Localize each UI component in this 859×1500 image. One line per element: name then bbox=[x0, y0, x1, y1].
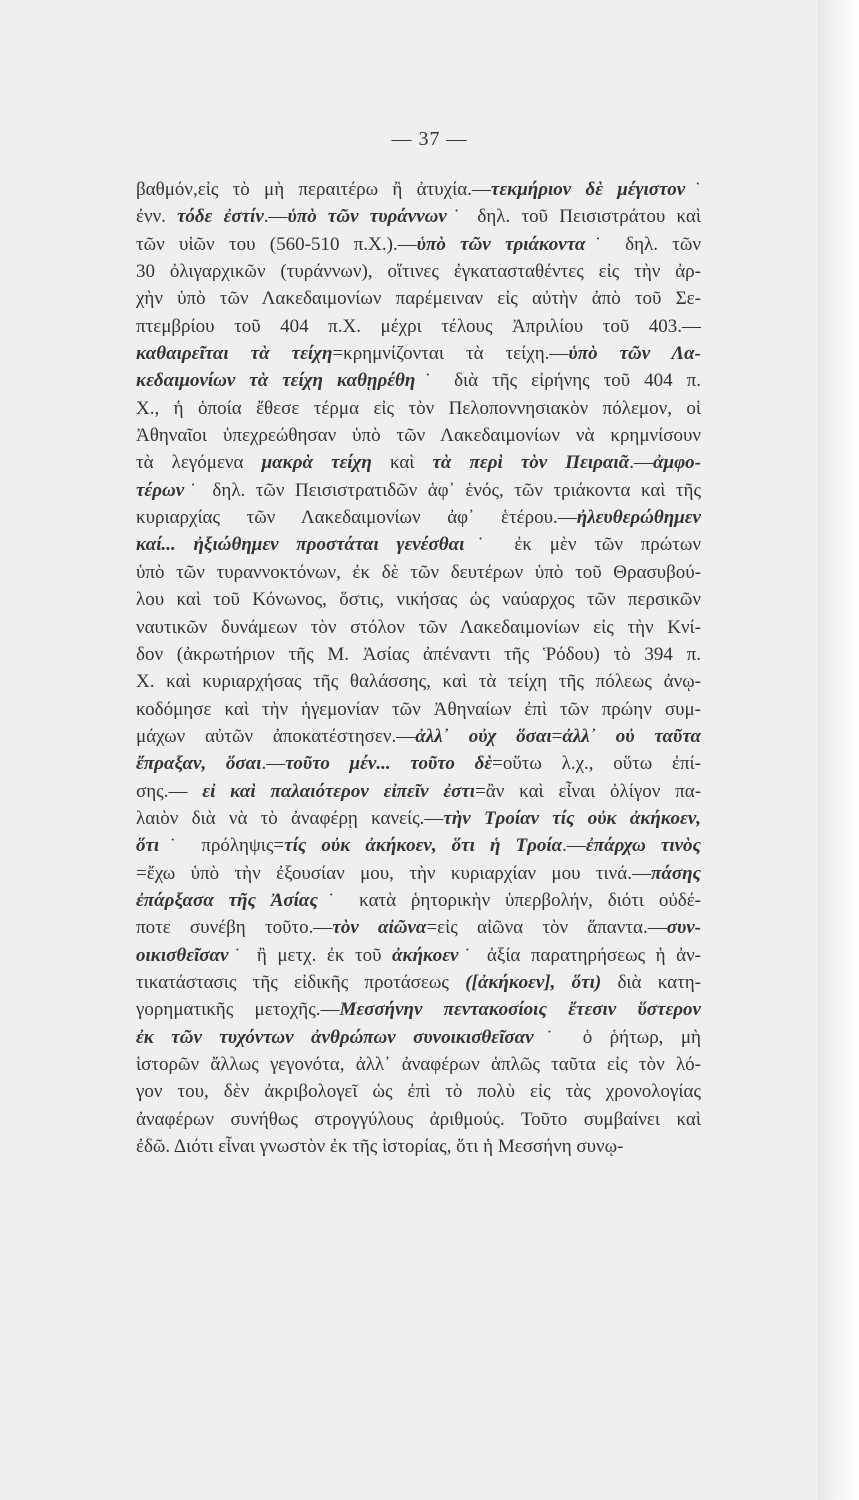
text-line bbox=[136, 1106, 701, 1133]
lemma-text: ἀκήκοεν bbox=[392, 944, 459, 966]
text-line bbox=[136, 395, 701, 422]
text-line bbox=[136, 832, 701, 859]
line-text: = bbox=[551, 725, 563, 747]
page-edge bbox=[818, 0, 859, 1500]
lemma-text: ἐπάρξασα τῆς Ἀσίας bbox=[136, 889, 318, 911]
line-text: κοδόμησε καὶ τὴν ἡγεμονίαν τῶν Ἀθηναίων ἐπὶ τῶν πρώην συμ- bbox=[136, 698, 701, 720]
line-text: ˙ δηλ. τοῦ Πεισιστράτου καὶ bbox=[446, 206, 701, 228]
line-text: =κρημνίζονται τὰ τείχη.— bbox=[332, 343, 569, 365]
line-text: πτεμβρίου τοῦ 404 π.Χ. μέχρι τέλους Ἀπριλίου τοῦ 403.— bbox=[136, 315, 701, 337]
text-line bbox=[136, 942, 701, 969]
lemma-text: καθαιρεῖται τὰ τείχη bbox=[136, 343, 333, 365]
line-text: ˙ ἢ μετχ. ἐκ τοῦ bbox=[228, 944, 393, 966]
line-text: κυριαρχίας τῶν Λακεδαιμονίων ἀφ᾽ ἑτέρου.— bbox=[136, 507, 577, 529]
text-line bbox=[136, 778, 701, 805]
line-text: ναυτικῶν δυνάμεων τὸν στόλον τῶν Λακεδαιμονίων εἰς τὴν Κνί- bbox=[136, 616, 701, 638]
text-line bbox=[136, 668, 701, 695]
line-text: .— bbox=[261, 753, 286, 775]
line-text: χὴν ὑπὸ τῶν Λακεδαιμονίων παρέμειναν εἰς αὐτὴν ἀπὸ τοῦ Σε- bbox=[136, 288, 701, 310]
text-line bbox=[136, 996, 701, 1023]
line-text: ἐνν. bbox=[136, 206, 178, 228]
line-text: ὑπὸ τῶν τυραννοκτόνων, ἐκ δὲ τῶν δευτέρων ὑπὸ τοῦ Θρασυβού- bbox=[136, 561, 701, 583]
lemma-text: ἠλευθερώθημεν bbox=[576, 507, 701, 529]
lemma-text: ὅτι bbox=[136, 835, 160, 857]
line-text: διὰ κατη- bbox=[601, 971, 701, 993]
line-text: =εἰς αἰῶνα τὸν ἅπαντα.— bbox=[426, 917, 667, 939]
lemma-text: ἀλλ᾽ οὐχ ὅσαι bbox=[415, 725, 552, 747]
line-text: δον (ἀκρωτήριον τῆς Μ. Ἀσίας ἀπέναντι τῆς Ῥόδου) τὸ 394 π. bbox=[136, 643, 701, 665]
lemma-text: συν- bbox=[666, 917, 701, 939]
line-text: τῶν υἱῶν του (560-510 π.Χ.).— bbox=[136, 233, 417, 255]
line-text: λαιὸν διὰ νὰ τὸ ἀναφέρῃ κανείς.— bbox=[136, 807, 444, 829]
text-line bbox=[136, 1133, 701, 1160]
text-line bbox=[136, 231, 701, 258]
text-line bbox=[136, 750, 701, 777]
line-text: ˙ κατὰ ῥητορικὴν ὑπερβολήν, διότι οὐδέ- bbox=[317, 889, 701, 911]
lemma-text: οικισθεῖσαν bbox=[136, 944, 229, 966]
text-line bbox=[136, 805, 701, 832]
lemma-text: μακρὰ τείχη bbox=[261, 452, 372, 474]
text-line bbox=[136, 614, 701, 641]
text-line bbox=[136, 559, 701, 586]
lemma-text: τοῦτο μέν... τοῦτο δὲ bbox=[285, 753, 493, 775]
lemma-text: ([ἀκήκοεν], ὅτι) bbox=[465, 971, 602, 993]
lemma-text: τὰ περὶ τὸν Πειραιᾶ bbox=[432, 452, 630, 474]
lemma-text: ἀμφο- bbox=[652, 452, 701, 474]
line-text: βαθμόν,εἰς τὸ μὴ περαιτέρω ἢ ἀτυχία.— bbox=[136, 179, 491, 200]
text-line bbox=[136, 1078, 701, 1105]
text-line bbox=[136, 367, 701, 394]
text-line bbox=[136, 723, 701, 750]
line-text: λου καὶ τοῦ Κόνωνος, ὅστις, νικήσας ὡς ναύαρχος τῶν περσικῶν bbox=[136, 589, 701, 611]
line-text: 30 ὀλιγαρχικῶν (τυράννων), οἵτινες ἐγκατασταθέντες εἰς τὴν ἀρ- bbox=[136, 261, 701, 283]
text-line bbox=[136, 340, 701, 367]
lemma-text: εἰ καὶ παλαιότερον εἰπεῖν ἐστι bbox=[202, 780, 476, 802]
text-line bbox=[136, 969, 701, 996]
line-text: ποτε συνέβη τοῦτο.— bbox=[136, 917, 333, 939]
lemma-text: πάσης bbox=[650, 862, 701, 884]
text-line bbox=[136, 1024, 701, 1051]
line-text: ˙ πρόληψις= bbox=[159, 835, 285, 857]
line-text: καὶ bbox=[371, 452, 433, 474]
commentary-text bbox=[136, 176, 701, 1160]
line-text: σης.— bbox=[136, 780, 203, 802]
line-text: ˙ ἐκ μὲν τῶν πρώτων bbox=[464, 534, 701, 556]
text-line bbox=[136, 203, 701, 230]
text-line bbox=[136, 860, 701, 887]
line-text: .— bbox=[629, 452, 653, 474]
lemma-text: Μεσσήνην πεντακοσίοις ἔτεσιν ὕστερον bbox=[339, 999, 701, 1021]
text-line bbox=[136, 313, 701, 340]
text-line bbox=[136, 477, 701, 504]
lemma-text: τεκμήριον δὲ μέγιστον bbox=[490, 179, 686, 200]
text-line bbox=[136, 586, 701, 613]
lemma-text: τέρων bbox=[136, 479, 185, 501]
line-text: τὰ λεγόμενα bbox=[136, 452, 262, 474]
lemma-text: τόδε ἐστίν bbox=[177, 206, 264, 228]
line-text: ἀναφέρων συνήθως στρογγύλους ἀριθμούς. Τοῦτο συμβαίνει καὶ bbox=[136, 1108, 701, 1130]
lemma-text: ἐπάρχω τινὸς bbox=[585, 835, 701, 857]
text-line bbox=[136, 258, 701, 285]
text-line bbox=[136, 1051, 701, 1078]
line-text: Ἀθηναῖοι ὑπεχρεώθησαν ὑπὸ τῶν Λακεδαιμονίων νὰ κρημνίσουν bbox=[136, 425, 701, 447]
text-line bbox=[136, 176, 701, 203]
text-line bbox=[136, 641, 701, 668]
line-text: μάχων αὐτῶν ἀποκατέστησεν.— bbox=[136, 725, 416, 747]
lemma-text: ἔπραξαν, ὅσαι bbox=[136, 753, 262, 775]
line-text: .— bbox=[562, 835, 586, 857]
line-text: =ἔχω ὑπὸ τὴν ἐξουσίαν μου, τὴν κυριαρχίαν μου τινά.— bbox=[136, 862, 651, 884]
line-text: γορηματικῆς μετοχῆς.— bbox=[136, 999, 340, 1021]
lemma-text: ὑπὸ τῶν τυράννων bbox=[287, 206, 447, 228]
line-text: ˙ bbox=[685, 179, 701, 200]
text-line bbox=[136, 531, 701, 558]
line-text: ˙ ὁ ῥήτωρ, μὴ bbox=[533, 1026, 701, 1048]
text-line bbox=[136, 422, 701, 449]
line-text: .— bbox=[263, 206, 288, 228]
line-text: γον του, δὲν ἀκριβολογεῖ ὡς ἐπὶ τὸ πολὺ εἰς τὰς χρονολογίας bbox=[136, 1081, 701, 1103]
page-number: — 37 — bbox=[391, 128, 468, 150]
line-text: ἐδῶ. Διότι εἶναι γνωστὸν ἐκ τῆς ἱστορίας, ὅτι ἡ Μεσσήνη συνῳ- bbox=[136, 1136, 624, 1158]
line-text: Χ., ἡ ὁποία ἔθεσε τέρμα εἰς τὸν Πελοποννησιακὸν πόλεμον, οἱ bbox=[136, 397, 701, 419]
line-text: Χ. καὶ κυριαρχήσας τῆς θαλάσσης, καὶ τὰ τείχη τῆς πόλεως ἀνῳ- bbox=[136, 671, 701, 693]
text-line bbox=[136, 696, 701, 723]
line-text: ἱστορῶν ἄλλως γεγονότα, ἀλλ᾽ ἀναφέρων ἁπλῶς ταῦτα εἰς τὸν λό- bbox=[136, 1054, 701, 1075]
lemma-text: καί... ἠξιώθημεν προστάται γενέσθαι bbox=[136, 534, 465, 556]
line-text: τικατάστασις τῆς εἰδικῆς προτάσεως bbox=[136, 971, 466, 993]
line-text: =ἂν καὶ εἶναι ὀλίγον πα- bbox=[475, 780, 701, 802]
line-text: =οὕτω λ.χ., οὕτω ἐπί- bbox=[492, 753, 701, 775]
text-line bbox=[136, 285, 701, 312]
line-text: ˙ δηλ. τῶν Πεισιστρατιδῶν ἀφ᾽ ἑνός, τῶν τριάκοντα καὶ τῆς bbox=[184, 479, 701, 501]
lemma-text: τίς οὐκ ἀκήκοεν, ὅτι ἡ Τροία bbox=[284, 835, 563, 857]
text-line bbox=[136, 504, 701, 531]
text-line bbox=[136, 887, 701, 914]
text-line bbox=[136, 914, 701, 941]
lemma-text: τὸν αἰῶνα bbox=[332, 917, 427, 939]
lemma-text: ἀλλ᾽ οὐ ταῦτα bbox=[562, 725, 701, 747]
line-text: ˙ διὰ τῆς εἰρήνης τοῦ 404 π. bbox=[415, 370, 701, 392]
lemma-text: τὴν Τροίαν τίς οὐκ ἀκήκοεν, bbox=[443, 807, 701, 829]
line-text: ˙ δηλ. τῶν bbox=[585, 233, 701, 255]
lemma-text: ὑπὸ τῶν Λα- bbox=[568, 343, 701, 365]
text-line bbox=[136, 449, 701, 476]
lemma-text: ἐκ τῶν τυχόντων ἀνθρώπων συνοικισθεῖσαν bbox=[136, 1026, 534, 1048]
lemma-text: κεδαιμονίων τὰ τείχη καθῃρέθη bbox=[136, 370, 416, 392]
line-text: ˙ ἀξία παρατηρήσεως ἡ ἀν- bbox=[458, 944, 701, 966]
lemma-text: ὑπὸ τῶν τριάκοντα bbox=[416, 233, 586, 255]
